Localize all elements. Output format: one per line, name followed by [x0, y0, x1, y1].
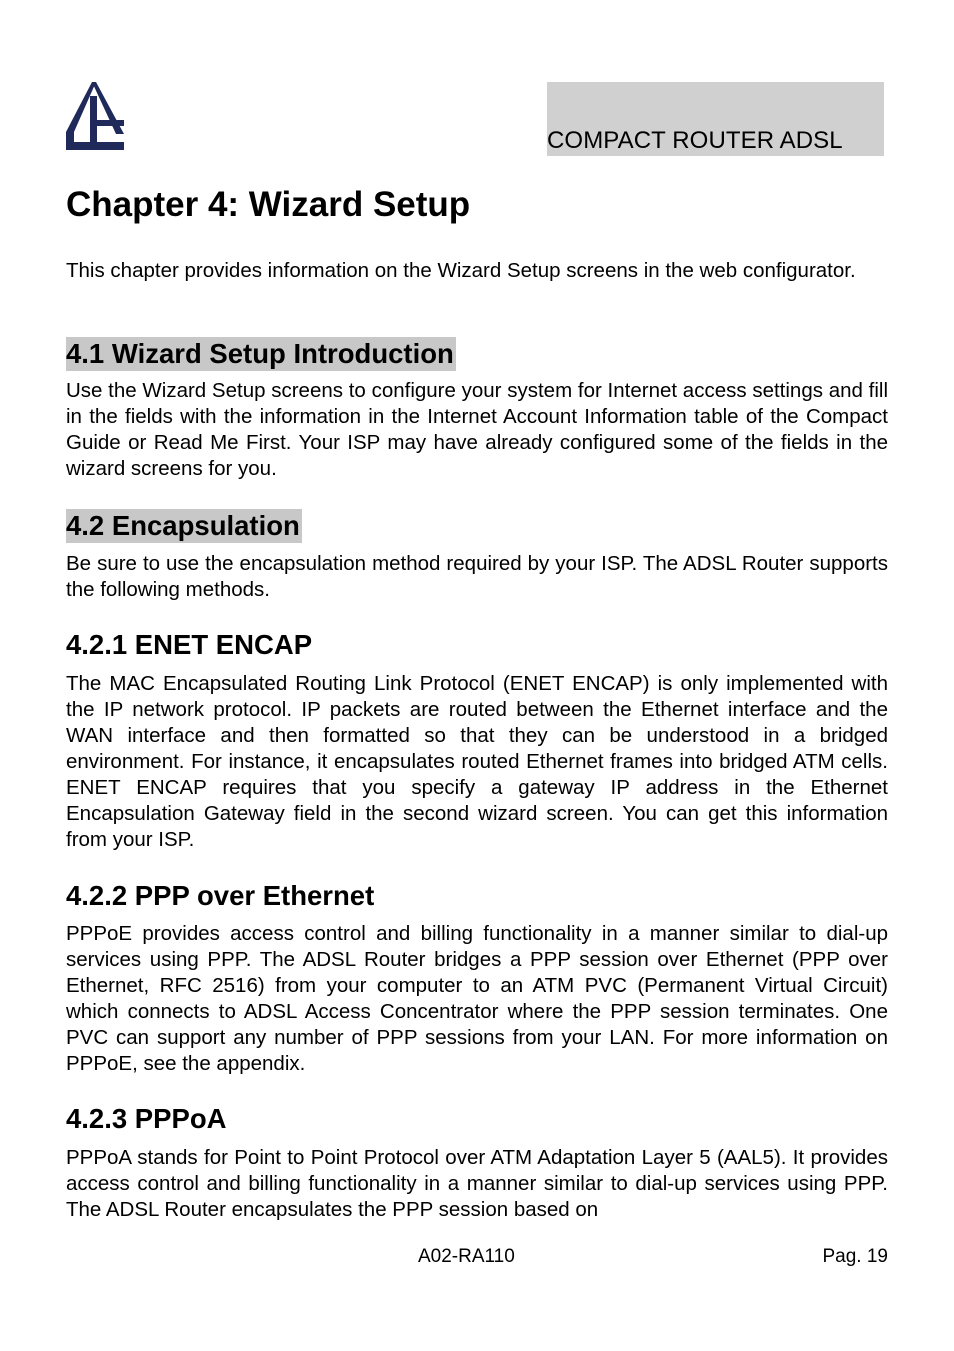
section-body-4-2-2: PPPoE provides access control and billing functionality in a manner similar to dial-up services using PPP. The ADSL Router bridges a PPP session over Ethernet (PPP over Ethernet, RFC 2516) from your computer to an ATM PVC (Permanent Virtual Circuit) which connects to ADSL Access Concentrator where the PPP session terminates. One PVC can support any number of PPP sessions from your LAN. For more information on PPPoE, see the appendix.: [66, 922, 888, 1075]
section-heading-4-2: 4.2 Encapsulation: [66, 510, 300, 541]
atlantis-logo-icon: [66, 82, 124, 150]
product-name: COMPACT ROUTER ADSL: [547, 127, 843, 154]
section-heading-4-2-2: 4.2.2 PPP over Ethernet: [66, 880, 375, 911]
footer-page-number: Pag. 19: [822, 1246, 888, 1267]
footer-doc-code: A02-RA110: [418, 1246, 515, 1267]
section-body-4-2-1: The MAC Encapsulated Routing Link Protocol (ENET ENCAP) is only implemented with the IP network protocol. IP packets are routed between the Ethernet interface and the WAN interface and then formatted so that they can be understood in a bridged environment. For instance, it encapsulates routed Ethernet frames into bridged ATM cells. ENET ENCAP requires that you specify a gateway IP address in the Ethernet Encapsulation Gateway field in the second wizard screen. You can get this information from your ISP.: [66, 672, 888, 851]
chapter-intro: This chapter provides information on the Wizard Setup screens in the web configurator.: [66, 259, 856, 282]
section-body-4-1: Use the Wizard Setup screens to configure your system for Internet access settings and fill in the fields with the information in the Internet Account Information table of the Compact Guide or Read Me First. Your ISP may have already configured some of the fields in the wizard screens for you.: [66, 379, 888, 480]
section-body-4-2: Be sure to use the encapsulation method required by your ISP. The ADSL Router supports the following methods.: [66, 552, 888, 601]
section-heading-4-1: 4.1 Wizard Setup Introduction: [66, 338, 454, 369]
section-body-4-2-3: PPPoA stands for Point to Point Protocol over ATM Adaptation Layer 5 (AAL5). It provides access control and billing functionality in a manner similar to dial-up services using PPP. The ADSL Router encapsulates the PPP session based on: [66, 1146, 888, 1221]
section-heading-4-2-1: 4.2.1 ENET ENCAP: [66, 629, 313, 660]
section-heading-4-2-3: 4.2.3 PPPoA: [66, 1103, 227, 1134]
chapter-title: Chapter 4: Wizard Setup: [66, 185, 471, 224]
